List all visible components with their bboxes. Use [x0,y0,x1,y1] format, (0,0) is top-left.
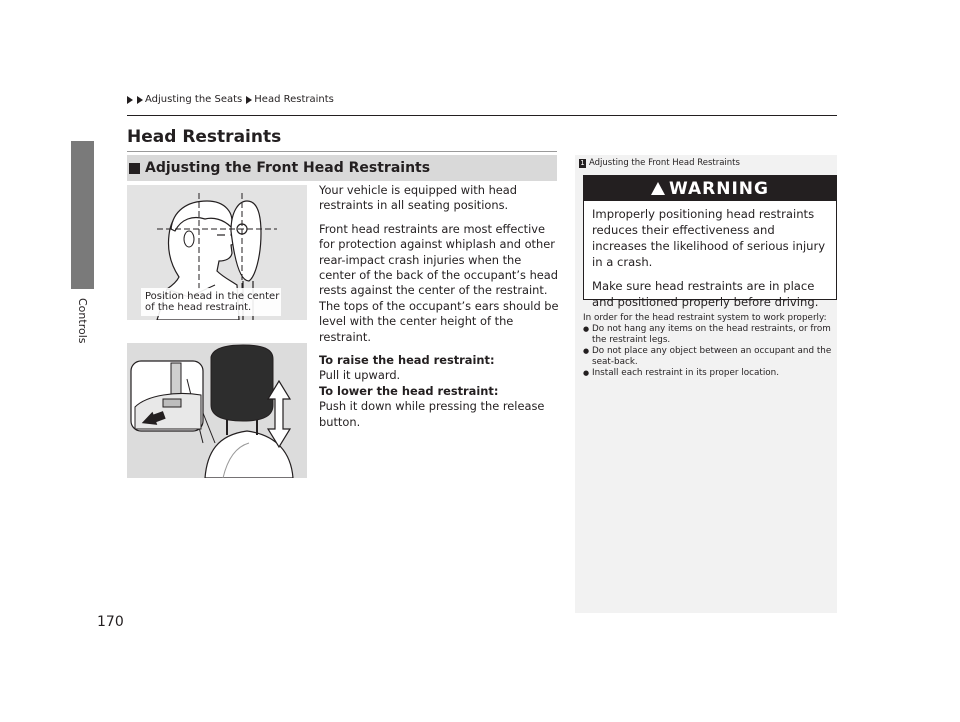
breadcrumb-parent[interactable]: Adjusting the Seats [145,94,243,105]
breadcrumb [127,94,334,105]
section-heading-text: Adjusting the Front Head Restraints [145,160,431,176]
effectiveness-paragraph: Front head restraints are most effective for protection against whiplash and other rear-impact crash injuries when the center of the back of the occupant’s head rests against the center of the restraint. The tops of the occupant’s ears should be level with the center height of the restraint. [319,221,559,344]
title-rule [127,151,557,152]
warning-text [584,201,836,310]
warning-paragraph-2: Make sure head restraints are in place and positioned properly before driving. [592,279,819,309]
raise-heading: To raise the head restraint: [319,353,495,368]
raise-text: Pull it upward. [319,368,401,383]
body-text [319,183,559,430]
sidebar-notes [583,313,833,379]
raise-lower-figure [127,343,307,478]
warning-label: WARNING [669,178,769,199]
list-item: ● Do not place any object between an occupant and the seat-back. [583,346,833,368]
list-item: ● Install each restraint in its proper location. [583,368,833,379]
intro-paragraph: Your vehicle is equipped with head restraints in all seating positions. [319,183,518,213]
note-intro: In order for the head restraint system to work properly: [583,313,827,323]
breadcrumb-current[interactable]: Head Restraints [254,94,334,105]
lower-heading: To lower the head restraint: [319,383,499,398]
side-tab-marker [71,141,94,289]
header-rule [127,115,837,116]
chevron-right-icon [246,96,252,104]
raise-lower-illustration [127,343,307,478]
chevron-right-icon [137,96,143,104]
sidebar-reference-title[interactable]: Adjusting the Front Head Restraints [589,158,740,168]
page-title: Head Restraints [127,127,282,147]
note-list [583,324,833,379]
section-heading [127,155,557,181]
sidebar-reference [579,158,740,168]
chevron-right-icon [127,96,133,104]
side-tab-label: Controls [76,298,89,344]
warning-box [583,175,837,309]
head-position-caption: Position head in the center of the head restraint. [145,291,280,313]
list-item: ● Do not hang any items on the head restraints, or from the restraint legs. [583,324,833,346]
warning-paragraph-1: Improperly positioning head restraints reduces their effectiveness and increases the likelihood of serious injury in a crash. [592,207,826,269]
warning-icon [651,182,665,195]
lower-text: Push it down while pressing the release button. [319,399,545,429]
page-number: 170 [97,614,124,630]
reference-mark: 1 [580,158,585,167]
warning-bar [584,176,836,201]
section-square-icon [129,163,140,174]
